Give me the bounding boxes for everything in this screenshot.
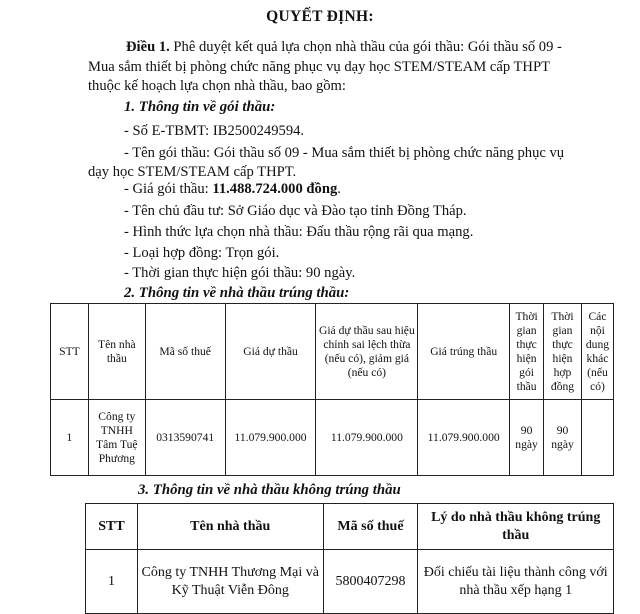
header-stt: STT — [86, 504, 138, 550]
cell-win: 11.079.900.000 — [418, 400, 510, 476]
table-row — [51, 400, 614, 476]
header-bid: Giá dự thầu — [225, 304, 316, 400]
contract-type-line: - Loại hợp đồng: Trọn gói. — [124, 245, 280, 261]
article-1-line-2: Mua sắm thiết bị phòng chức năng phục vụ dạy học STEM/STEAM cấp THPT — [88, 58, 551, 75]
table-header-row — [51, 304, 614, 400]
header-corrected: Giá dự thầu sau hiệu chỉnh sai lệch thừa (nếu có), giảm giá (nếu có) — [316, 304, 418, 400]
method-line: - Hình thức lựa chọn nhà thầu: Đấu thầu rộng rãi qua mạng. — [124, 224, 474, 240]
etbmt-line: - Số E-TBMT: IB2500249594. — [124, 123, 305, 139]
header-reason: Lý do nhà thầu không trúng thầu — [418, 504, 614, 550]
cell-stt: 1 — [51, 400, 89, 476]
cell-name: Công ty TNHH Thương Mại và Kỹ Thuật Viễn Đông — [137, 550, 323, 614]
cell-time-contract: 90 ngày — [544, 400, 582, 476]
header-tax: Mã số thuế — [323, 504, 418, 550]
cell-name: Công ty TNHH Tâm Tuệ Phương — [88, 400, 145, 476]
package-price-value: 11.488.724.000 đồng — [212, 181, 338, 197]
document-title: QUYẾT ĐỊNH: — [266, 8, 374, 25]
investor-line: - Tên chủ đầu tư: Sở Giáo dục và Đào tạo tỉnh Đồng Tháp. — [124, 203, 467, 219]
article-1 — [88, 38, 608, 97]
cell-bid: 11.079.900.000 — [225, 400, 316, 476]
section-1-heading: 1. Thông tin về gói thầu: — [124, 99, 276, 115]
section-2-heading: 2. Thông tin về nhà thầu trúng thầu: — [124, 285, 350, 301]
header-other: Các nội dung khác (nếu có) — [581, 304, 613, 400]
section-3-heading: 3. Thông tin về nhà thầu không trúng thầu — [138, 482, 401, 498]
duration-line: - Thời gian thực hiện gói thầu: 90 ngày. — [124, 265, 356, 281]
header-time-package: Thời gian thực hiện gói thầu — [510, 304, 544, 400]
losing-bidder-table — [85, 503, 614, 614]
cell-corrected: 11.079.900.000 — [316, 400, 418, 476]
cell-tax: 5800407298 — [323, 550, 418, 614]
cell-stt: 1 — [86, 550, 138, 614]
winning-bidder-table — [50, 303, 614, 476]
header-name: Tên nhà thầu — [137, 504, 323, 550]
cell-reason: Đối chiếu tài liệu thành công với nhà thầu xếp hạng 1 — [418, 550, 614, 614]
table-row — [86, 550, 614, 614]
header-win: Giá trúng thầu — [418, 304, 510, 400]
cell-tax: 0313590741 — [145, 400, 225, 476]
header-stt: STT — [51, 304, 89, 400]
header-name: Tên nhà thầu — [88, 304, 145, 400]
article-1-line-1: Điều 1. Phê duyệt kết quả lựa chọn nhà thầu của gói thầu: Gói thầu số 09 - — [126, 39, 562, 55]
article-label: Điều 1. — [126, 39, 170, 55]
cell-time-package: 90 ngày — [510, 400, 544, 476]
table-header-row — [86, 504, 614, 550]
package-name-line-1: - Tên gói thầu: Gói thầu số 09 - Mua sắm thiết bị phòng chức năng phục vụ — [124, 145, 565, 161]
article-1-line-3: thuộc kế hoạch lựa chọn nhà thầu, bao gồm: — [88, 78, 346, 94]
header-time-contract: Thời gian thực hiện hợp đồng — [544, 304, 582, 400]
header-tax: Mã số thuế — [145, 304, 225, 400]
package-price-line: - Giá gói thầu: 11.488.724.000 đồng. — [124, 181, 341, 197]
cell-other — [581, 400, 613, 476]
package-name-line-2: dạy học STEM/STEAM cấp THPT. — [88, 164, 297, 180]
